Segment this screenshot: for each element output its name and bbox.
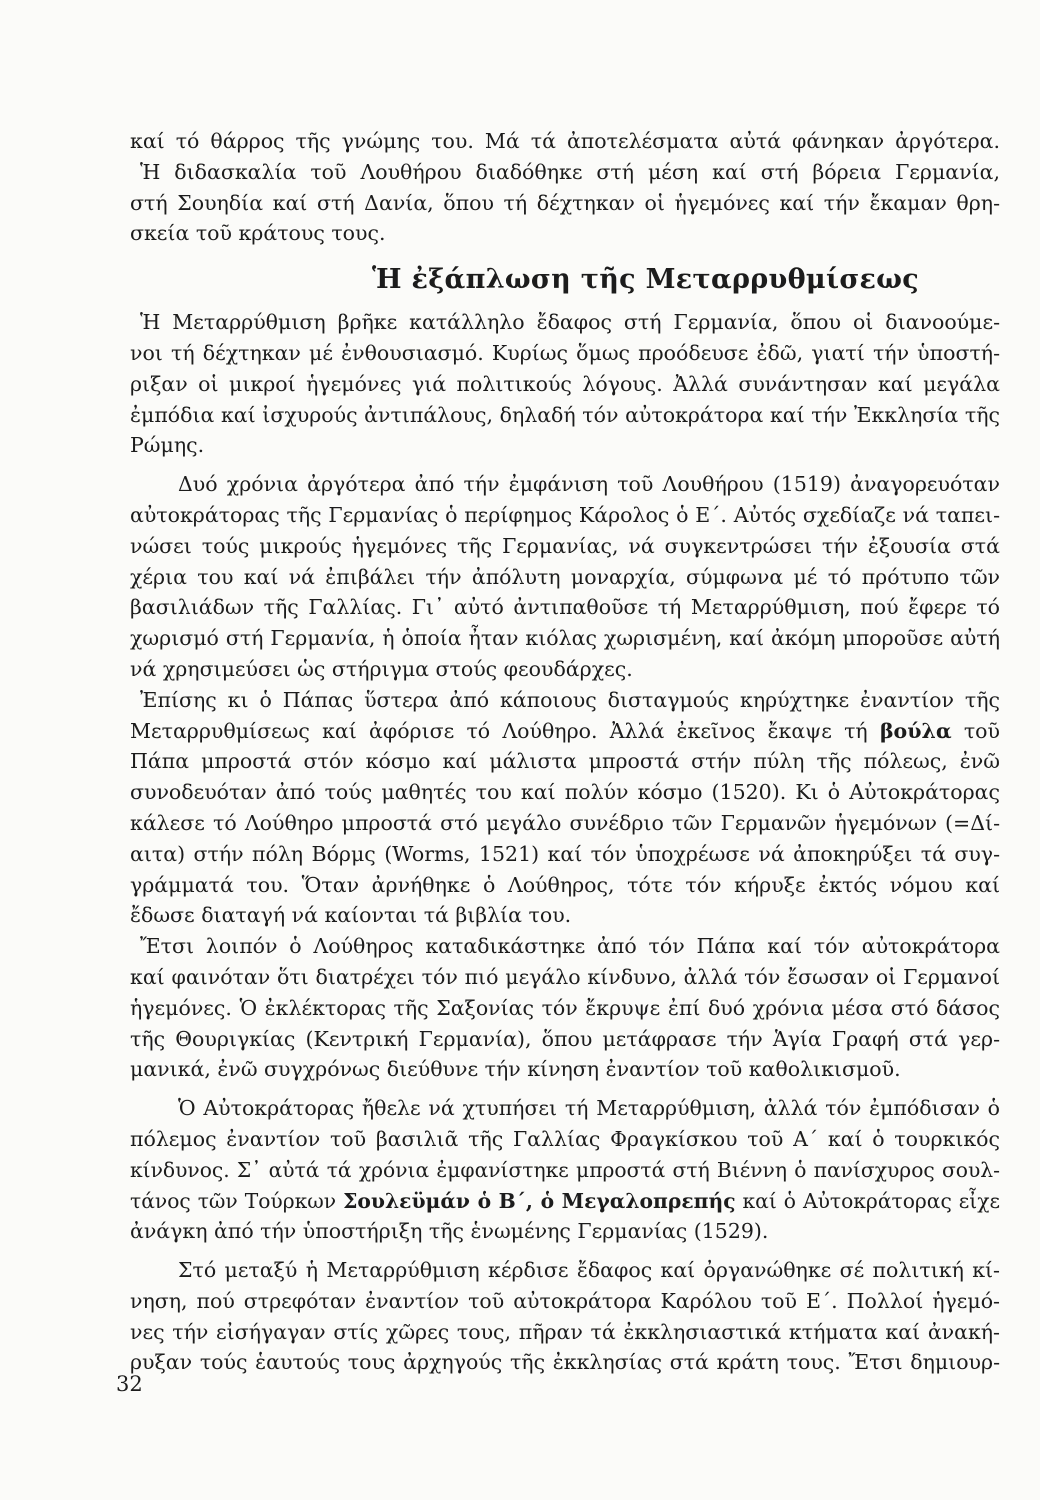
text-line: νηση, πού στρεφόταν ἐναντίον τοῦ αὐτοκράτορα Καρόλου τοῦ Ε΄. Πολλοί ἡγεμό-: [130, 1288, 1000, 1313]
text-line: ριξαν οἱ μικροί ἡγεμόνες γιά πολιτικούς λόγους. Ἀλλά συνάντησαν καί μεγάλα: [130, 371, 1000, 396]
text-line: νώσει τούς μικρούς ἡγεμόνες τῆς Γερμανίας, νά συγκεντρώσει τήν ἐξουσία στά: [130, 533, 1000, 558]
text-line: νες τήν εἰσήγαγαν στίς χῶρες τους, πῆραν τά ἐκκλησιαστικά κτήματα καί ἀνακή-: [130, 1319, 1000, 1344]
text-line: ἀνάγκη ἀπό τήν ὑποστήριξη τῆς ἑνωμένης Γερμανίας (1529).: [130, 1219, 769, 1244]
text-line: Ὁ Αὐτοκράτορας ἤθελε νά χτυπήσει τή Μεταρρύθμιση, ἀλλά τόν ἐμπόδισαν ὁ: [178, 1096, 1000, 1121]
paragraph-2: [130, 469, 1000, 685]
text-line: καί φαινόταν ὅτι διατρέχει τόν πιό μεγάλο κίνδυνο, ἀλλά τόν ἔσωσαν οἱ Γερμανοί: [130, 964, 1000, 989]
text-line: ἡγεμόνες. Ὁ ἐκλέκτορας τῆς Σαξονίας τόν ἔκρυψε ἐπί δυό χρόνια μέσα στό δάσος: [130, 995, 1000, 1020]
text-line: Ἐπίσης κι ὁ Πάπας ὕστερα ἀπό κάποιους δισταγμούς κηρύχτηκε ἐναντίον τῆς: [140, 687, 1000, 712]
paragraph-5: [130, 1093, 1000, 1247]
text-line: Ρώμης.: [130, 433, 205, 458]
text-line: αιτα) στήν πόλη Βόρμς (Worms, 1521) καί τόν ὑποχρέωσε νά ἀποκηρύξει τά συγ-: [130, 841, 1000, 866]
text-line: κάλεσε τό Λούθηρο μπροστά στό μεγάλο συνέδριο τῶν Γερμανῶν ἡγεμόνων (=Δί-: [130, 810, 1000, 835]
intro-paragraph: [130, 126, 1000, 249]
text-span: τοῦ: [963, 718, 1000, 743]
text-line: συνοδευόταν ἀπό τούς μαθητές του καί πολύν κόσμο (1520). Κι ὁ Αὐτοκράτορας: [130, 780, 1000, 805]
text-line: χωρισμό στή Γερμανία, ἡ ὁποία ἦταν κιόλας χωρισμένη, καί ἀκόμη μποροῦσε αὐτή: [130, 626, 1000, 651]
text-line: Ἔτσι λοιπόν ὁ Λούθηρος καταδικάστηκε ἀπό τόν Πάπα καί τόν αὐτοκράτορα: [140, 934, 1000, 959]
text-line: νά χρησιμεύσει ὡς στήριγμα στούς φεουδάρχες.: [130, 656, 633, 681]
text-line: [130, 716, 1000, 747]
text-line: νοι τή δέχτηκαν μέ ἐνθουσιασμό. Κυρίως ὅμως προόδευσε ἐδῶ, γιατί τήν ὑποστή-: [130, 340, 1000, 365]
text-line: σκεία τοῦ κράτους τους.: [130, 221, 386, 246]
text-span: καί ὁ Αὐτοκράτορας εἶχε: [742, 1188, 1000, 1213]
text-span: Μεταρρυθμίσεως καί ἀφόρισε τό Λούθηρο. Ἀλλά ἐκεῖνος ἔκαψε τή: [130, 718, 868, 743]
text-span: τάνος τῶν Τούρκων: [130, 1188, 337, 1213]
text-line: γράμματά του. Ὅταν ἀρνήθηκε ὁ Λούθηρος, τότε τόν κήρυξε ἐκτός νόμου καί: [130, 872, 1000, 897]
paragraph-1: [130, 307, 1000, 461]
text-line: [130, 1186, 1000, 1217]
text-line: Ἡ Μεταρρύθμιση βρῆκε κατάλληλο ἔδαφος στή Γερμανία, ὅπου οἱ διανοούμε-: [140, 310, 1000, 335]
section-heading: Ἡ ἐξάπλωση τῆς Μεταρρυθμίσεως: [372, 264, 919, 296]
paragraph-6: [130, 1255, 1000, 1378]
text-line: ἐμπόδια καί ἰσχυρούς ἀντιπάλους, δηλαδή τόν αὐτοκράτορα καί τήν Ἐκκλησία τῆς: [130, 402, 1000, 427]
text-line: μανικά, ἐνῶ συγχρόνως διεύθυνε τήν κίνηση ἐναντίον τοῦ καθολικισμοῦ.: [130, 1057, 901, 1082]
bold-term-suleiman: Σουλεϋμάν ὁ Β΄, ὁ Μεγαλοπρεπής: [343, 1188, 736, 1213]
text-line: ρυξαν τούς ἑαυτούς τους ἀρχηγούς τῆς ἐκκλησίας στά κράτη τους. Ἔτσι δημιουρ-: [130, 1350, 1000, 1375]
bold-term-voula: βούλα: [879, 718, 952, 743]
page-body: [130, 126, 1000, 1378]
text-line: ἔδωσε διαταγή νά καίονται τά βιβλία του.: [130, 903, 572, 928]
text-line: βασιλιάδων τῆς Γαλλίας. Γι᾽ αὐτό ἀντιπαθοῦσε τή Μεταρρύθμιση, πού ἔφερε τό: [130, 595, 1000, 620]
text-line: Ἡ διδασκαλία τοῦ Λουθήρου διαδόθηκε στή μέση καί στή βόρεια Γερμανία,: [140, 159, 1000, 184]
text-line: κίνδυνος. Σ᾽ αὐτά τά χρόνια ἐμφανίστηκε μπροστά στή Βιέννη ὁ πανίσχυρος σουλ-: [130, 1157, 1000, 1182]
text-line: πόλεμος ἐναντίον τοῦ βασιλιᾶ τῆς Γαλλίας Φραγκίσκου τοῦ Α΄ καί ὁ τουρκικός: [130, 1126, 1000, 1151]
text-line: Στό μεταξύ ἡ Μεταρρύθμιση κέρδισε ἔδαφος καί ὀργανώθηκε σέ πολιτική κί-: [178, 1258, 1000, 1283]
text-line: αὐτοκράτορας τῆς Γερμανίας ὁ περίφημος Κάρολος ὁ Ε΄. Αὐτός σχεδίαζε νά ταπει-: [130, 502, 1000, 527]
paragraph-4: [130, 931, 1000, 1085]
text-line: Δυό χρόνια ἀργότερα ἀπό τήν ἐμφάνιση τοῦ Λουθήρου (1519) ἀναγορευόταν: [178, 472, 1000, 497]
text-line: τῆς Θουριγκίας (Κεντρική Γερμανία), ὅπου μετάφρασε τήν Ἁγία Γραφή στά γερ-: [130, 1026, 1000, 1051]
page-number: 32: [116, 1372, 143, 1396]
text-line: Πάπα μπροστά στόν κόσμο καί μάλιστα μπροστά στήν πύλη τῆς πόλεως, ἐνῶ: [130, 749, 1000, 774]
paragraph-3: [130, 685, 1000, 931]
text-line: καί τό θάρρος τῆς γνώμης του. Μά τά ἀποτελέσματα αὐτά φάνηκαν ἀργότερα.: [130, 129, 1000, 153]
text-line: στή Σουηδία καί στή Δανία, ὅπου τή δέχτηκαν οἱ ἡγεμόνες καί τήν ἔκαμαν θρη-: [130, 190, 1000, 215]
text-line: χέρια του καί νά ἐπιβάλει τήν ἀπόλυτη μοναρχία, σύμφωνα μέ τό πρότυπο τῶν: [130, 564, 1000, 589]
